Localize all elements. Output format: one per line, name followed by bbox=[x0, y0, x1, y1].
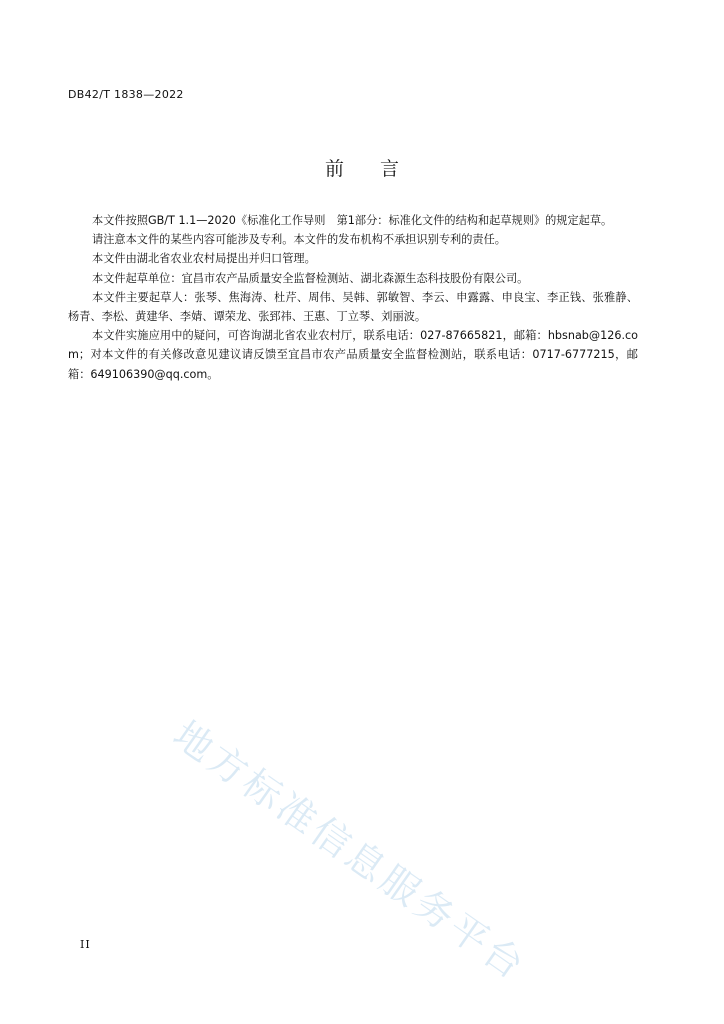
foreword-body bbox=[68, 211, 638, 384]
watermark-text: 地方标准信息服务平台 bbox=[165, 712, 535, 990]
paragraph-contact: 本文件实施应用中的疑问，可咨询湖北省农业农村厅，联系电话：027-87665821，邮箱：hbsnab@126.com；对本文件的有关修改意见建议请反馈至宜昌市农产品质量安全监督检测站，联系电话：0717-6777215，邮箱：649106390@qq.com。 bbox=[68, 329, 638, 381]
paragraph-drafting-units: 本文件起草单位：宜昌市农产品质量安全监督检测站、湖北森源生态科技股份有限公司。 bbox=[92, 271, 529, 285]
page-title: 前言 bbox=[324, 158, 435, 180]
paragraph-drafters: 本文件主要起草人：张琴、焦海涛、杜芹、周伟、吴韩、郭敏智、李云、申露露、申良宝、李正钱、张雅静、杨青、李松、黄建华、李婧、谭荣龙、张郅祎、王惠、丁立琴、刘丽波。 bbox=[68, 290, 638, 324]
paragraph-patent-notice: 请注意本文件的某些内容可能涉及专利。本文件的发布机构不承担识别专利的责任。 bbox=[92, 233, 506, 247]
paragraph-drafting-rule: 本文件按照GB/T 1.1—2020《标准化工作导则 第1部分：标准化文件的结构和起草规则》的规定起草。 bbox=[92, 214, 613, 227]
document-code: DB42/T 1838—2022 bbox=[68, 88, 184, 101]
page-number: II bbox=[80, 938, 91, 951]
paragraph-proposer: 本文件由湖北省农业农村局提出并归口管理。 bbox=[92, 252, 316, 266]
